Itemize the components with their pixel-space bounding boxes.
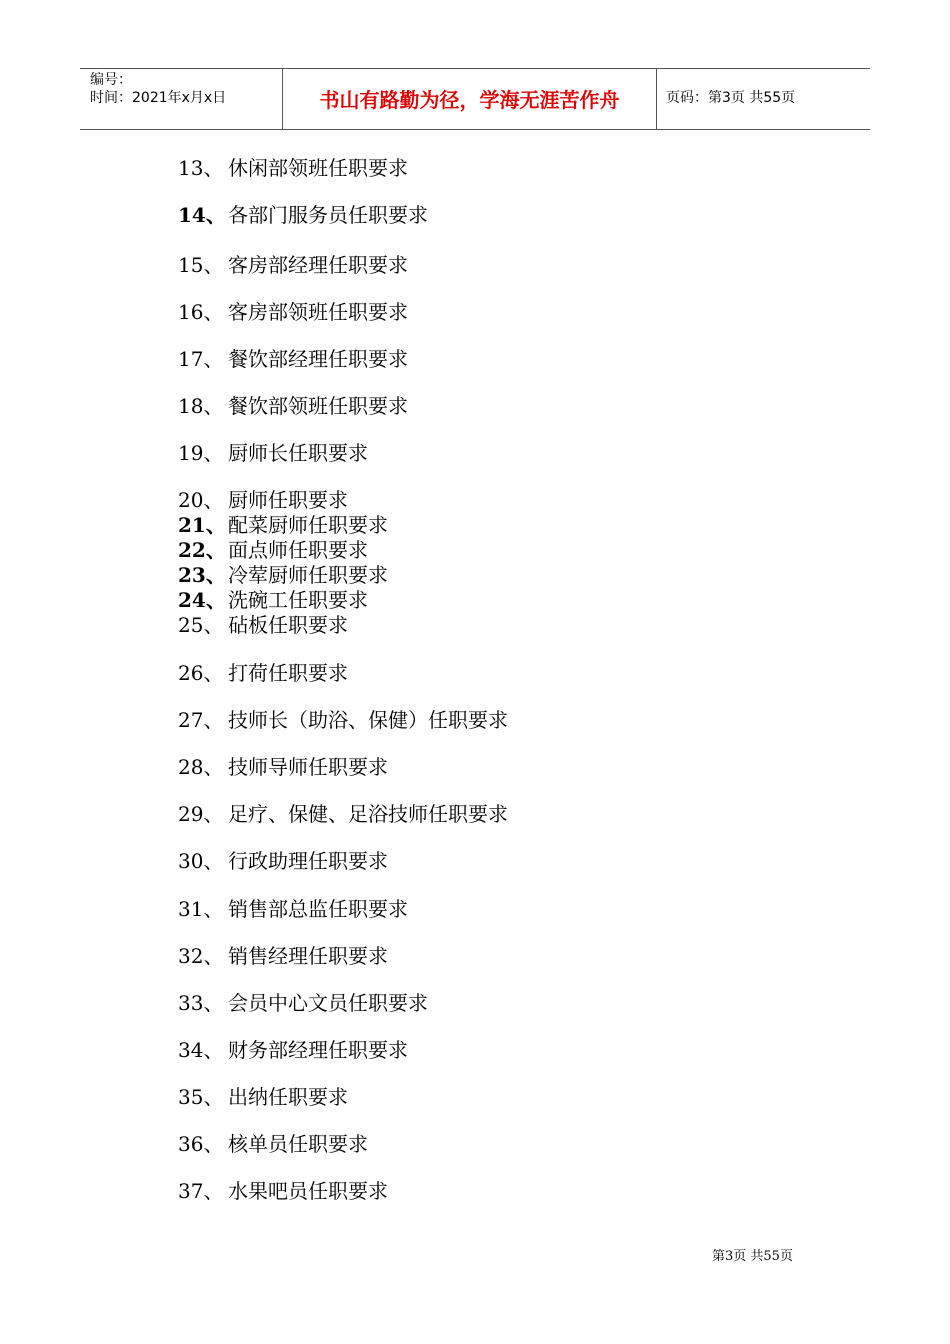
toc-item [178, 1178, 388, 1204]
toc-item [178, 848, 388, 874]
toc-item-number: 30、 [178, 849, 224, 873]
toc-item [178, 587, 368, 613]
header-meta-cell [80, 69, 282, 129]
toc-item-number: 36、 [178, 1132, 224, 1156]
toc-item-title: 客房部经理任职要求 [228, 253, 408, 277]
toc-item-number: 31、 [178, 897, 224, 921]
toc-item [178, 440, 368, 466]
toc-item-title: 砧板任职要求 [228, 613, 348, 637]
toc-item-number: 26、 [178, 661, 224, 685]
toc-item [178, 754, 388, 780]
toc-item-title: 打荷任职要求 [228, 661, 348, 685]
toc-item-number: 28、 [178, 755, 224, 779]
toc-item-number: 15、 [178, 253, 224, 277]
document-number-label: 编号： [90, 72, 132, 88]
toc-item-title: 水果吧员任职要求 [228, 1179, 388, 1203]
toc-item [178, 252, 408, 278]
toc-item-number: 13、 [178, 156, 224, 180]
toc-item-number: 14、 [178, 203, 226, 227]
toc-item [178, 393, 408, 419]
toc-item-number: 21、 [178, 513, 226, 537]
toc-item [178, 801, 508, 827]
toc-item-number: 18、 [178, 394, 224, 418]
toc-item [178, 1131, 368, 1157]
header-page-cell [656, 69, 870, 129]
toc-item-number: 27、 [178, 708, 224, 732]
toc-item [178, 660, 348, 686]
toc-item-title: 出纳任职要求 [228, 1085, 348, 1109]
toc-item-number: 23、 [178, 563, 226, 587]
page-footer: 第3页 共55页 [712, 1249, 793, 1264]
toc-item-title: 销售部总监任职要求 [228, 897, 408, 921]
toc-item-title: 厨师长任职要求 [228, 441, 368, 465]
toc-item-number: 37、 [178, 1179, 224, 1203]
toc-item [178, 537, 368, 563]
toc-item [178, 990, 428, 1016]
toc-item-title: 面点师任职要求 [228, 538, 368, 562]
header-page-info: 页码：第3页 共55页 [666, 90, 796, 106]
toc-item-title: 配菜厨师任职要求 [228, 513, 388, 537]
header-motto-cell [282, 69, 657, 129]
toc-item-number: 24、 [178, 588, 226, 612]
toc-item-title: 会员中心文员任职要求 [228, 991, 428, 1015]
toc-item [178, 487, 348, 513]
toc-item-title: 洗碗工任职要求 [228, 588, 368, 612]
toc-item-number: 29、 [178, 802, 224, 826]
toc-item-title: 技师长（助浴、保健）任职要求 [228, 708, 508, 732]
toc-item-title: 休闲部领班任职要求 [228, 156, 408, 180]
toc-item [178, 155, 408, 181]
toc-item-number: 16、 [178, 300, 224, 324]
toc-item-number: 32、 [178, 944, 224, 968]
toc-item [178, 512, 388, 538]
toc-item [178, 943, 388, 969]
toc-item [178, 346, 408, 372]
toc-item-title: 销售经理任职要求 [228, 944, 388, 968]
header-motto: 书山有路勤为径，学海无涯苦作舟 [319, 88, 620, 112]
toc-item-number: 20、 [178, 488, 224, 512]
toc-item [178, 1037, 408, 1063]
toc-item-title: 客房部领班任职要求 [228, 300, 408, 324]
toc-item-title: 餐饮部经理任职要求 [228, 347, 408, 371]
toc-item-number: 34、 [178, 1038, 224, 1062]
toc-item-title: 核单员任职要求 [228, 1132, 368, 1156]
toc-item [178, 707, 508, 733]
toc-item [178, 612, 348, 638]
page-header [80, 68, 870, 130]
toc-item-title: 财务部经理任职要求 [228, 1038, 408, 1062]
toc-item-number: 25、 [178, 613, 224, 637]
toc-item-number: 33、 [178, 991, 224, 1015]
toc-item-number: 17、 [178, 347, 224, 371]
toc-item-title: 餐饮部领班任职要求 [228, 394, 408, 418]
toc-item [178, 202, 428, 228]
toc-item-number: 19、 [178, 441, 224, 465]
toc-item-title: 冷荤厨师任职要求 [228, 563, 388, 587]
toc-item-title: 行政助理任职要求 [228, 849, 388, 873]
toc-item-title: 厨师任职要求 [228, 488, 348, 512]
toc-item-title: 各部门服务员任职要求 [228, 203, 428, 227]
document-time-label: 时间：2021年x月x日 [90, 90, 227, 106]
toc-item-title: 足疗、保健、足浴技师任职要求 [228, 802, 508, 826]
toc-item [178, 1084, 348, 1110]
toc-item-number: 22、 [178, 538, 226, 562]
toc-item-title: 技师导师任职要求 [228, 755, 388, 779]
toc-item [178, 896, 408, 922]
toc-item-number: 35、 [178, 1085, 224, 1109]
toc-item [178, 299, 408, 325]
toc-item [178, 562, 388, 588]
